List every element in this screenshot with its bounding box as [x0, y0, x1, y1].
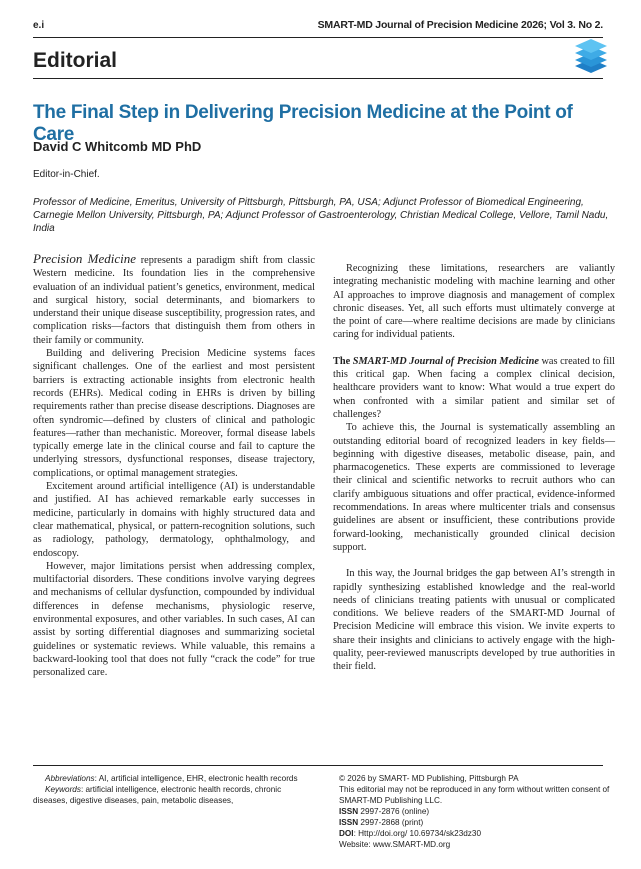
paragraph: Recognizing these limitations, researchers are valiantly integrating mechanistic modeling with machine learning and other AI approaches to improve diagnosis and management of complex chronic diseases. Yet, all such efforts must ultimately converge at the point of care—where realtime decisions are made by clinicians caring for individual patients.	[333, 263, 615, 341]
footer-rule	[33, 765, 603, 766]
keywords: Keywords: artificial intelligence, electronic health records, chronic diseases, digestive diseases, pain, metabolic diseases,	[33, 785, 282, 805]
reproduction-notice: This editorial may not be reproduced in any form without written consent of SMART-MD Publishing LLC.	[339, 785, 610, 805]
doi: DOI: Http://doi.org/ 10.69734/sk23dz30	[339, 829, 482, 838]
journal-name: SMART-MD Journal of Precision Medicine	[352, 355, 539, 367]
body-column-right	[333, 262, 615, 674]
copyright: © 2026 by SMART- MD Publishing, Pittsburgh PA	[339, 774, 519, 783]
page-id: e.i	[33, 20, 45, 31]
article-title: The Final Step in Delivering Precision Medicine at the Point of Care	[33, 102, 573, 145]
paragraph: Building and delivering Precision Medicine systems faces significant challenges. One of the earliest and most persistent barriers is extracting actionable insights from electronic health records (EHRs). Medical coding in EHRs is driven by billing requirements rather than precise disease descriptions. Diagnoses are often syndromic—defined by clusters of clinical and pathologic features—rather than mechanistic. Moreover, formal disease labels typically emerge late in the clinical course and fail to capture the underlying stressors, dysfunctional responses, disease trajectory, complications, or optimal management strategies.	[33, 348, 315, 479]
paragraph: In this way, the Journal bridges the gap between AI’s strength in rapidly synthesizing established knowledge and the real-world needs of clinicians treating patients with unusual or complicated conditions. We believe readers of the SMART-MD Journal of Precision Medicine will embrace this vision. We invite experts to share their insights and clinicians to actively engage with the high-quality, peer-reviewed manuscripts developed by true authorities in their field.	[333, 568, 615, 673]
section-label: Editorial	[33, 49, 118, 72]
author-affiliation: Professor of Medicine, Emeritus, University of Pittsburgh, Pittsburgh, PA, USA; Adjunct Professor of Biomedical Engineering, Carnegie Mellon University, Pittsburgh, PA; Adjunct Professor of Gastroenterology, Christian Medical College, Vellore, Tamil Nadu, India	[33, 197, 609, 234]
paragraph: To achieve this, the Journal is systematically assembling an outstanding editorial board of recognized leaders in key fields—beginning with digestive diseases, metabolic disease, pain, and pharmacogenetics. These experts are commissioned to leverage their clinical and scientific networks to recruit authors who can clarify ambiguous situations and offer practical, evidence-informed recommendations. In areas where multicenter trials and consensus guidelines are absent or insufficient, these contributions provide forward-looking, mechanistically grounded clinical decision support.	[333, 422, 615, 553]
paragraph: Precision Medicine represents a paradigm shift from classic Western medicine. Its foundation lies in the comprehensive evaluation of an individual patient’s genetics, environment, medical and surgical history, social determinants, and biomarkers to understand their unique disease susceptibility, progression rates, and complication risks—factors that distinguish them from others in their family or community.	[33, 251, 315, 346]
section-rule	[33, 78, 603, 79]
website: Website: www.SMART-MD.org	[339, 840, 451, 849]
paragraph: The SMART-MD Journal of Precision Medicine was created to fill this critical gap. When facing a complex clinical decision, healthcare providers want to know: What would a true expert do when confronted with a similar patient and similar set of challenges?	[333, 355, 615, 420]
issn-print: ISSN 2997-2868 (print)	[339, 818, 424, 827]
author-role: Editor-in-Chief.	[33, 169, 100, 180]
author-name: David C Whitcomb MD PhD	[33, 139, 202, 154]
journal-citation: SMART-MD Journal of Precision Medicine 2026; Vol 3. No 2.	[317, 19, 603, 31]
issn-online: ISSN 2997-2876 (online)	[339, 807, 430, 816]
journal-logo-icon	[573, 37, 609, 75]
body-column-left	[33, 252, 315, 680]
lead-words: Precision Medicine	[33, 251, 137, 266]
footnote-keywords	[33, 773, 315, 806]
abbreviations: Abbreviations: AI, artificial intelligence, EHR, electronic health records	[45, 774, 298, 783]
header-rule	[33, 37, 603, 38]
paragraph: Excitement around artificial intelligence (AI) is understandable and justified. AI has achieved remarkable early successes in medicine, particularly in domains with highly structured data and clear mathematical, physical, or pattern-recognition solutions, such as radiology, pathology, dermatology, ophthalmology, and endoscopy.	[33, 481, 315, 559]
footnote-publication	[339, 773, 619, 850]
paragraph: However, major limitations persist when addressing complex, multifactorial disorders. These conditions involve varying degrees and mechanisms of cellular dysfunction, compounded by individual differences in defense mechanisms, physiologic reserve, environmental exposures, and other variables. In such cases, AI can assist by sorting differential diagnoses and summarizing societal guidelines or systematic reviews. While valuable, this remains a backward-looking tool that does not fully “crack the code” for true personalized care.	[33, 560, 315, 679]
